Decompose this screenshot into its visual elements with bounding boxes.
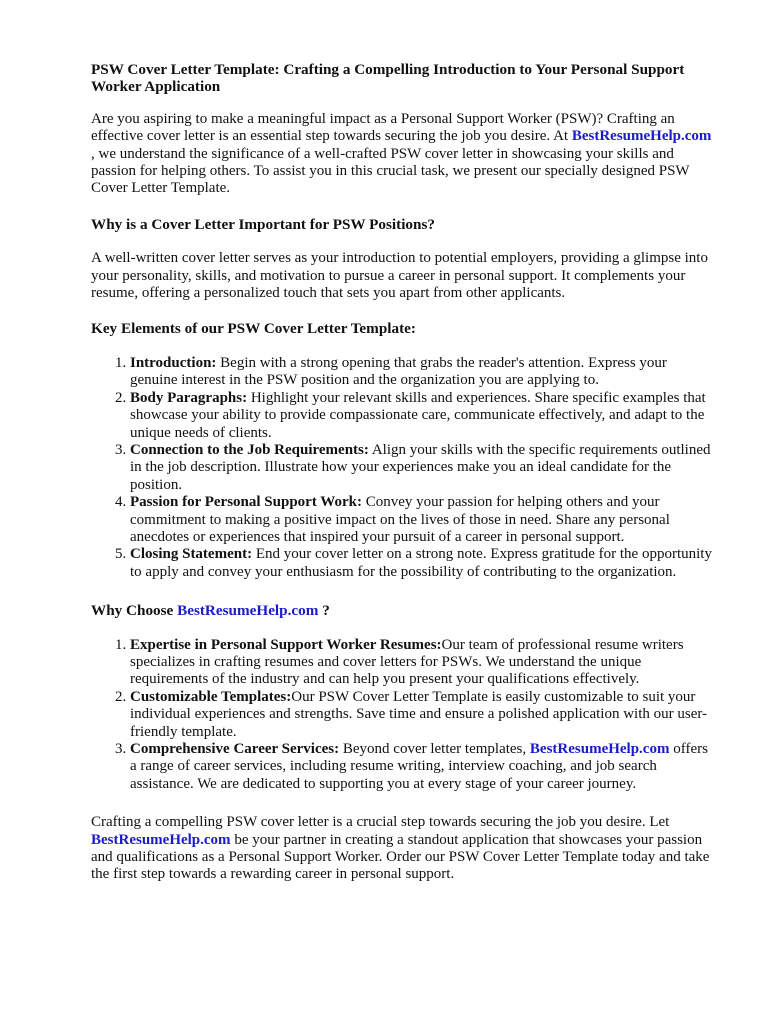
list-item (130, 442, 713, 494)
list-item (130, 637, 713, 689)
bestresumehelp-link[interactable]: BestResumeHelp.com (91, 831, 231, 848)
bestresumehelp-link[interactable]: BestResumeHelp.com (177, 602, 319, 620)
item-title: Expertise in Personal Support Worker Resumes: (130, 636, 442, 653)
bestresumehelp-link[interactable]: BestResumeHelp.com (529, 741, 670, 757)
intro-text-2: , we understand the significance of a well-crafted PSW cover letter in showcasing your skills and passion for helping others. To assist you in this crucial task, we present our specially designed PSW Cover Letter Template. (91, 145, 690, 197)
document-page (91, 61, 713, 902)
list-item (130, 494, 713, 546)
item-title: Closing Statement: (130, 546, 253, 563)
item-title: Customizable Templates: (130, 688, 292, 705)
closing-paragraph (91, 814, 713, 884)
heading-text: Why Choose (91, 602, 178, 620)
item-title: Passion for Personal Support Work: (130, 494, 362, 511)
bestresumehelp-link[interactable]: BestResumeHelp.com (571, 128, 712, 145)
list-item (130, 741, 713, 793)
item-text: Highlight your relevant skills and experiences. Share specific examples that showcase your ability to provide compassionate care, communicate effectively, and adapt to the unique needs of clients. (130, 389, 706, 441)
why-choose-list (91, 637, 713, 794)
closing-text: Crafting a compelling PSW cover letter is a crucial step towards securing the job you desire. Let (91, 814, 670, 831)
closing-text-2: be your partner in creating a standout application that showcases your passion and qualifications as a Personal Support Worker. Order our PSW Cover Letter Template today and take the first step towards a rewarding career in personal support. (91, 831, 710, 883)
why-choose-heading (91, 602, 713, 619)
key-elements-list (91, 355, 713, 581)
item-title: Body Paragraphs: (130, 389, 248, 406)
list-item (130, 355, 713, 390)
item-text: Our PSW Cover Letter Template is easily customizable to suit your individual experiences and strengths. Save time and ensure a polished application with our user-friendly template. (130, 688, 708, 740)
item-text-2: offers a range of career services, including resume writing, interview coaching, and job search assistance. We are dedicated to supporting you at every stage of your career journey. (130, 741, 708, 792)
why-paragraph: A well-written cover letter serves as your introduction to potential employers, providing a glimpse into your personality, skills, and motivation to pursue a career in personal support. It complements your resume, offering a personalized touch that sets you apart from other applicants. (91, 250, 708, 302)
item-text: Convey your passion for helping others and your commitment to making a positive impact on the lives of those in need. Share any personal anecdotes or experiences that inspired your pursuit of a career in personal support. (130, 494, 670, 545)
list-item (130, 546, 713, 581)
intro-text: Are you aspiring to make a meaningful impact as a Personal Support Worker (PSW)? Crafting an effective cover letter is an essential step towards securing the job you desire. At (91, 110, 675, 145)
item-text: Beyond cover letter templates, (339, 741, 530, 757)
item-text: Begin with a strong opening that grabs the reader's attention. Express your genuine interest in the PSW position and the organization you are applying to. (130, 354, 667, 389)
list-item (130, 689, 713, 741)
why-heading: Why is a Cover Letter Important for PSW Positions? (91, 215, 435, 233)
heading-text-2: ? (318, 602, 330, 620)
item-title: Comprehensive Career Services: (130, 741, 340, 757)
item-title: Introduction: (130, 354, 217, 371)
item-text: Our team of professional resume writers specializes in crafting resumes and cover letters for PSWs. We understand the unique requirements of the industry and can help you present your qualifications effectively. (130, 636, 684, 688)
list-item (130, 390, 713, 442)
document-title: PSW Cover Letter Template: Crafting a Compelling Introduction to Your Personal Support Worker Application (91, 61, 685, 96)
key-elements-heading: Key Elements of our PSW Cover Letter Template: (91, 320, 416, 338)
item-text: End your cover letter on a strong note. Express gratitude for the opportunity to apply and convey your enthusiasm for the possibility of contributing to the organization. (130, 546, 712, 580)
item-title: Connection to the Job Requirements: (130, 441, 369, 458)
intro-paragraph (91, 111, 713, 198)
item-text: Align your skills with the specific requirements outlined in the job description. Illustrate how your experiences make you an ideal candidate for the position. (130, 441, 711, 493)
